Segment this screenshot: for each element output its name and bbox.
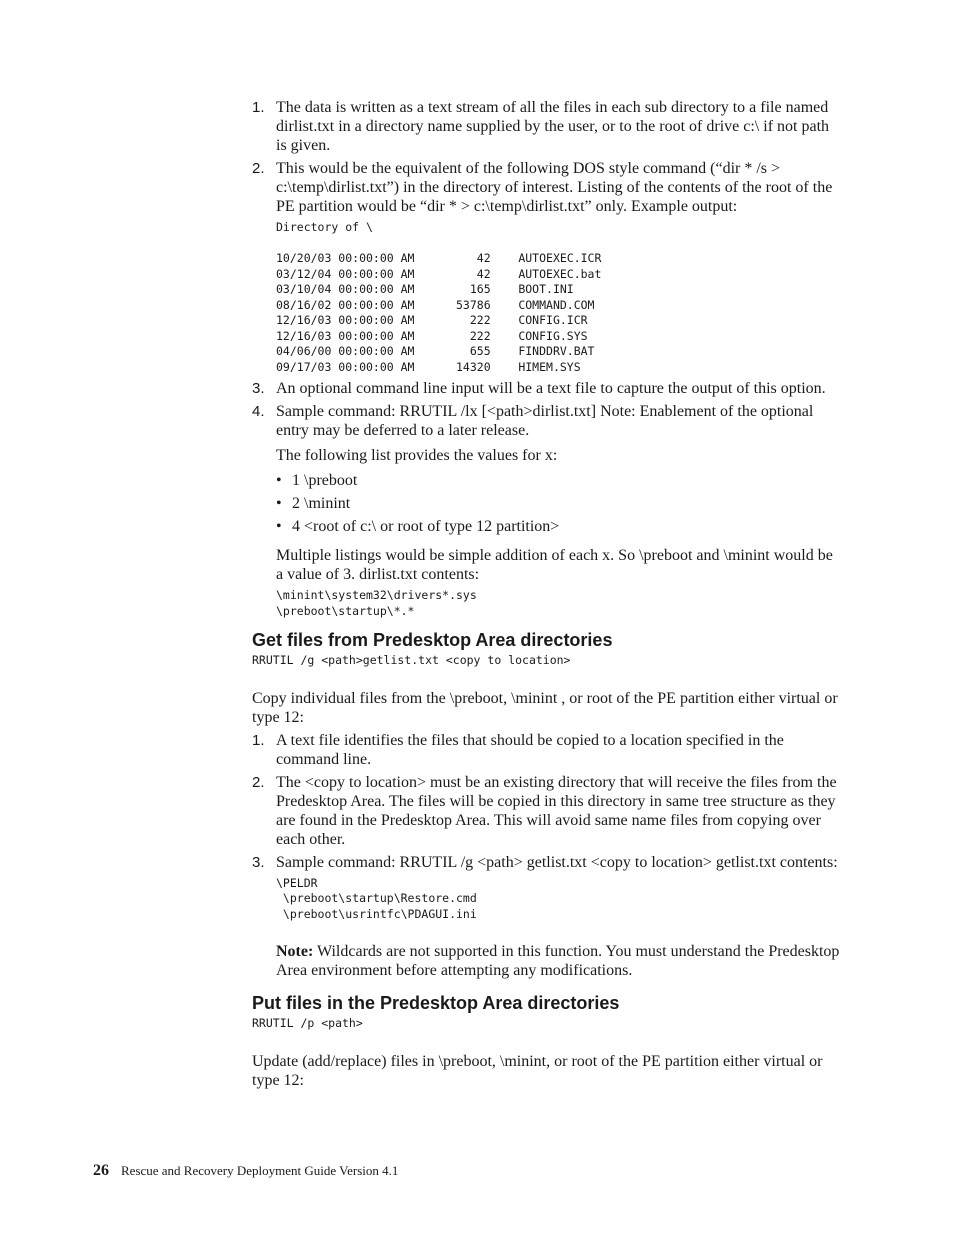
list-item (252, 731, 842, 769)
item-number: 2. (252, 160, 265, 177)
list-item (252, 402, 842, 619)
page-number: 26 (93, 1162, 109, 1179)
item-text: This would be the equivalent of the following DOS style command (“dir * /s > c:\temp\dirlist.txt”) in the directory of interest. Listing of the contents of the root of the PE partition would be “dir * > c:\temp\dirlist.txt” only. Example output: (276, 160, 833, 215)
list-item (252, 853, 842, 981)
document-title: Rescue and Recovery Deployment Guide Version 4.1 (121, 1163, 399, 1178)
list-item: • 1 \preboot (276, 471, 842, 490)
put-syntax: RRUTIL /p <path> (252, 1016, 363, 1030)
note-text: Wildcards are not supported in this function. You must understand the Predesktop Area environment before attempting any modifications. (276, 943, 840, 979)
dir-output-code: Directory of \ 10/20/03 00:00:00 AM 42 AUTOEXEC.ICR 03/12/04 00:00:00 AM 42 AUTOEXEC.bat 03/10/04 00:00:00 AM 165 BOOT.INI 08/16/02 00:00:00 AM 53786 COMMAND.COM 12/16/03 00:00:00 AM 222 CONFIG.ICR 12/16/03 00:00:00 AM 222 CONFIG.SYS 04/06/00 00:00:00 AM 655 FINDDRV.BAT 09/17/03 00:00:00 AM 14320 HIMEM.SYS (276, 220, 602, 374)
dirlist-contents-code: \minint\system32\drivers*.sys \preboot\startup\*.* (276, 588, 477, 618)
get-intro: Copy individual files from the \preboot, \minint , or root of the PE partition either virtual or type 12: (252, 689, 838, 726)
list-item (252, 98, 842, 155)
get-steps (252, 731, 842, 981)
values-intro: The following list provides the values for x: (276, 447, 558, 464)
note-label: Note: (276, 943, 314, 960)
item-number: 3. (252, 853, 265, 871)
item-number: 4. (252, 403, 265, 420)
section-heading-get: Get files from Predesktop Area directories (252, 630, 613, 650)
list-item (252, 379, 842, 398)
list-item: • 4 <root of c:\ or root of type 12 partition> (276, 517, 842, 536)
item-number: 1. (252, 99, 265, 116)
item-text: The <copy to location> must be an existing directory that will receive the files from the Predesktop Area. The files will be copied in this directory in same tree structure as they are found in the Predesktop Area. This will avoid same name files from copying over each other. (276, 773, 837, 848)
section-heading-put: Put files in the Predesktop Area directories (252, 993, 620, 1013)
item-text: A text file identifies the files that should be copied to a location specified in the command line. (276, 731, 784, 768)
list-item (252, 773, 842, 849)
item-text: The data is written as a text stream of all the files in each sub directory to a file named dirlist.txt in a directory name supplied by the user, or to the root of drive c:\ if not path is given. (276, 99, 830, 154)
note (276, 942, 842, 980)
item-number: 3. (252, 380, 265, 397)
list-item: • 2 \minint (276, 494, 842, 513)
dirlist-steps (252, 98, 842, 619)
item-text: Sample command: RRUTIL /g <path> getlist.txt <copy to location> getlist.txt contents: (276, 853, 838, 871)
multiple-listings-text: Multiple listings would be simple addition of each x. So \preboot and \minint would be a value of 3. dirlist.txt contents: (276, 547, 833, 583)
values-list (276, 471, 842, 536)
page-footer (93, 1162, 398, 1180)
item-text: Sample command: RRUTIL /lx [<path>dirlist.txt] Note: Enablement of the optional entry may be deferred to a later release. (276, 403, 814, 439)
item-number: 1. (252, 731, 265, 749)
getlist-contents-code: \PELDR \preboot\startup\Restore.cmd \preboot\usrintfc\PDAGUI.ini (276, 875, 477, 921)
list-item (252, 159, 842, 375)
put-intro: Update (add/replace) files in \preboot, \minint, or root of the PE partition either virtual or type 12: (252, 1052, 823, 1089)
get-syntax: RRUTIL /g <path>getlist.txt <copy to location> (252, 653, 571, 667)
page-content (252, 98, 842, 1090)
item-text: An optional command line input will be a text file to capture the output of this option. (276, 380, 826, 397)
item-number: 2. (252, 773, 265, 791)
